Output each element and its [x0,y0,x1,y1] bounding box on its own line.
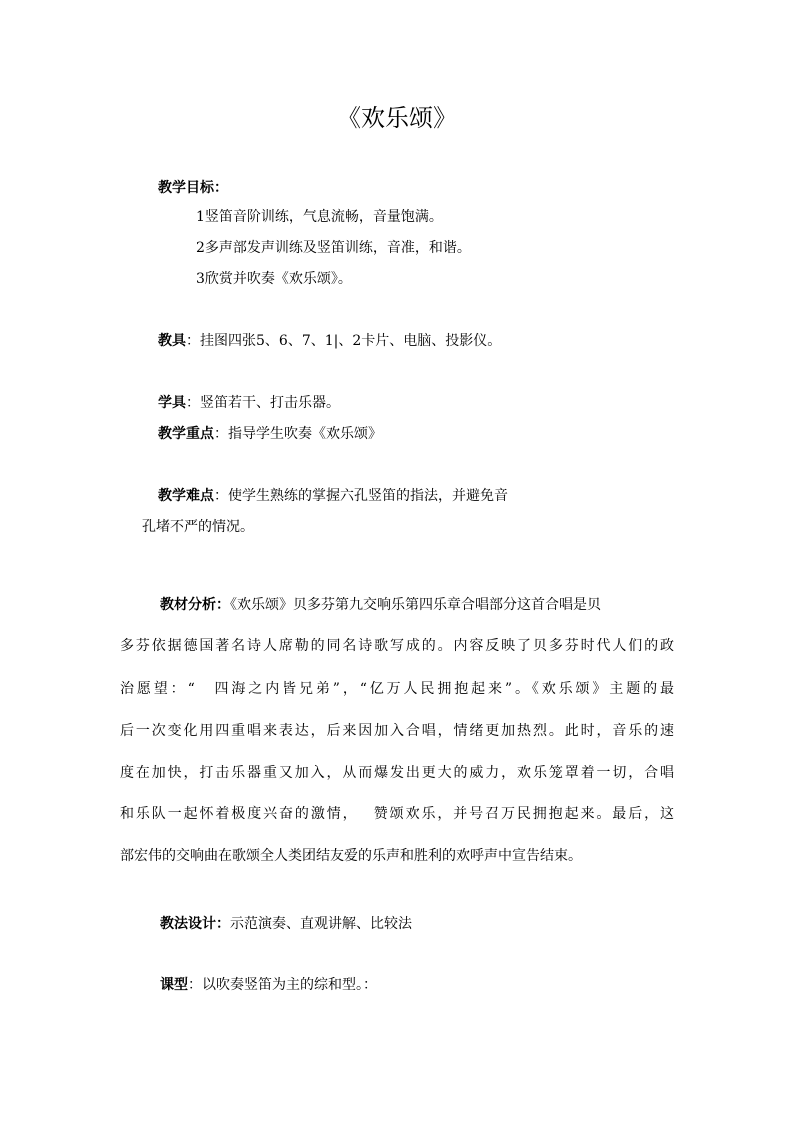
lesson-type-text: ：以吹奏竖笛为主的综和型。： [188,977,377,993]
learning-tools-text: ：竖笛若干、打击乐器。 [186,395,340,411]
learning-tools-label: 学具 [158,395,186,411]
difficulty-line [158,486,508,506]
difficulty-text: ：使学生熟练的掌握六孔竖笛的指法，并避免音 [214,488,508,504]
page-title: 《欢乐颂》 [337,104,457,132]
key-point-text: ：指导学生吹奏《欢乐颂》 [214,426,382,442]
objective-item: 2多声部发声训练及竖笛训练，音准，和谐。 [196,240,471,256]
analysis-text: 《欢乐颂》贝多芬第九交响乐第四乐章合唱部分这首合唱是贝 [230,597,601,613]
analysis-line: 治愿望：“ 四海之内皆兄弟”，“亿万人民拥抱起来”。《欢乐颂》主题的最 [120,681,674,697]
analysis-line: 部宏伟的交响曲在歌颂全人类团结友爱的乐声和胜利的欢呼声中宣告结束。 [120,848,582,864]
analysis-line: 多芬依据德国著名诗人席勒的同名诗歌写成的。内容反映了贝多芬时代人们的政 [120,638,674,654]
key-point-line [158,424,382,444]
objective-item: 3欣赏并吹奏《欢乐颂》。 [196,271,352,287]
method-label: 教法设计： [160,916,230,932]
analysis-label: 教材分析： [160,597,230,613]
difficulty-label: 教学难点 [158,488,214,504]
objectives-heading [158,178,228,198]
teaching-tools-text: ：挂图四张5、6、7、1|、2卡片、电脑、投影仪。 [186,333,502,349]
learning-tools-line [158,393,340,413]
teaching-tools-label: 教具 [158,333,186,349]
objectives-label: 教学目标： [158,180,228,196]
difficulty-text-continued: 孔堵不严的情况。 [142,519,254,535]
lesson-type-label: 课型 [160,977,188,993]
lesson-type-line [160,975,377,995]
analysis-line: 和乐队一起怀着极度兴奋的激情， 赞颂欢乐，并号召万民拥抱起来。最后，这 [120,806,674,822]
key-point-label: 教学重点 [158,426,214,442]
analysis-line: 后一次变化用四重唱来表达，后来因加入合唱，情绪更加热烈。此时，音乐的速 [120,723,674,739]
method-line [160,914,412,934]
analysis-first-line [160,595,601,615]
objective-item: 1竖笛音阶训练，气息流畅，音量饱满。 [196,209,443,225]
teaching-tools-line [158,331,501,351]
analysis-line: 度在加快，打击乐器重又加入，从而爆发出更大的威力，欢乐笼罩着一切，合唱 [120,765,674,781]
method-text: 示范演奏、直观讲解、比较法 [230,916,412,932]
